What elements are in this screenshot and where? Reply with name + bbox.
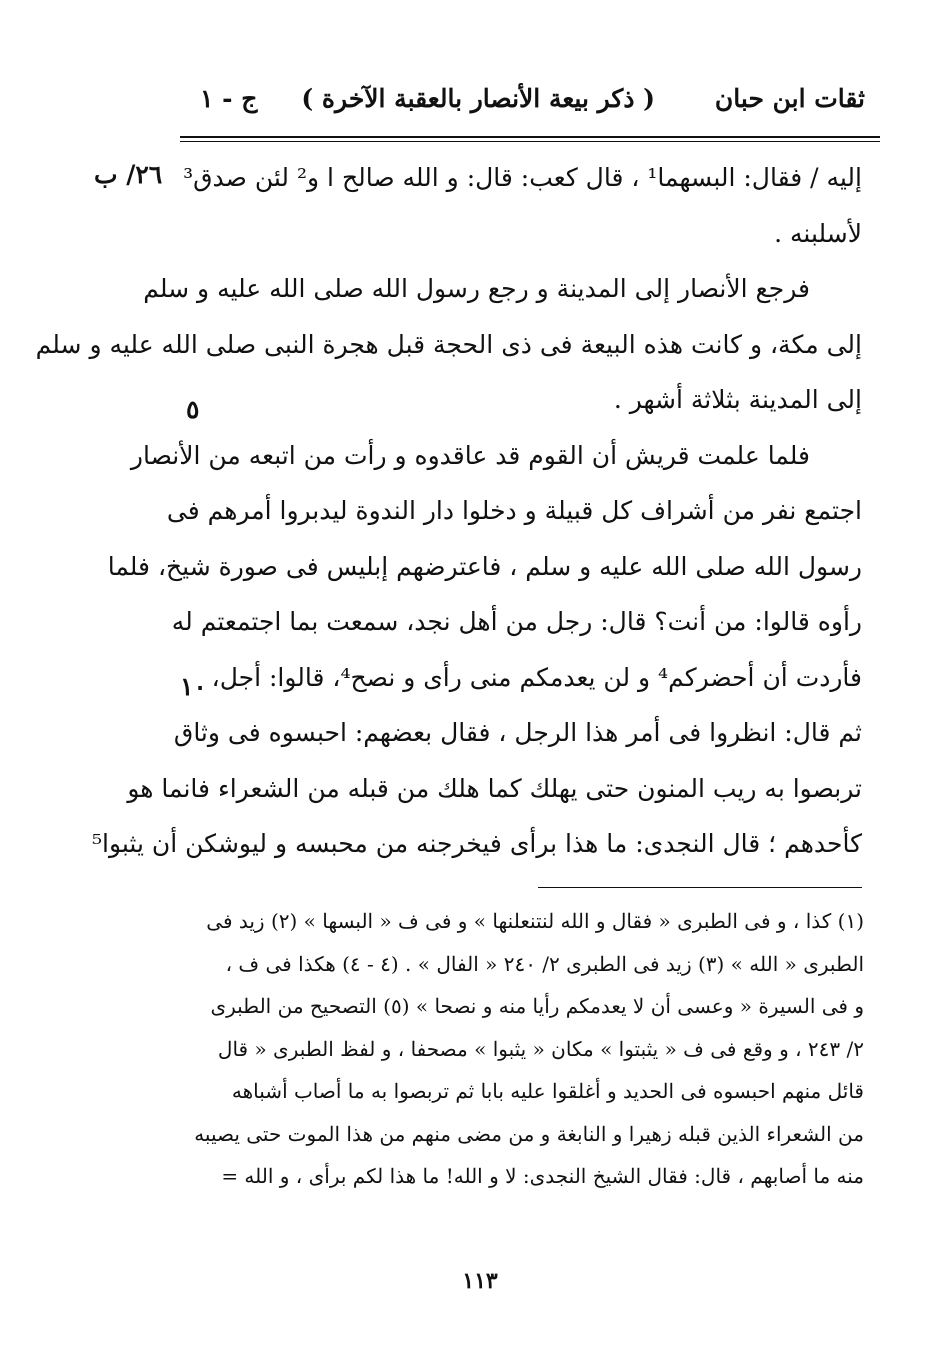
footnote-line: من الشعراء الذين قبله زهيرا و النابغة و من مضى منهم من هذا الموت حتى يصيبه <box>194 1121 864 1146</box>
footnotes <box>194 900 864 1198</box>
body-line: كأحدهم ؛ قال النجدى: ما هذا برأى فيخرجنه من محبسه و ليوشكن أن يثبوا⁵ <box>92 829 862 858</box>
volume-label: ج - ١ <box>200 84 258 113</box>
body-line: إلى مكة، و كانت هذه البيعة فى ذى الحجة قبل هجرة النبى صلى الله عليه و سلم <box>35 329 862 359</box>
header-rule-thin <box>180 141 880 142</box>
footnote-line: قائل منهم احبسوه فى الحديد و أغلقوا عليه بابا ثم تربصوا به ما أصاب أشباهه <box>231 1079 864 1103</box>
book-title: ثقات ابن حبان <box>714 84 865 113</box>
footnote-line: و فى السيرة « وعسى أن لا يعدمكم رأيا منه و نصحا » (٥) التصحيح من الطبرى <box>210 994 864 1018</box>
body-line: رأوه قالوا: من أنت؟ قال: رجل من أهل نجد، سمعت بما اجتمعتم له <box>171 607 862 636</box>
footnote-rule <box>538 887 862 888</box>
footnote-line: ٢/ ٢٤٣ ، و وقع فى ف « يثبتوا » مكان « يثبوا » مصحفا ، و لفظ الطبرى « قال <box>217 1036 864 1061</box>
body-line: تربصوا به ريب المنون حتى يهلك كما هلك من قبله من الشعراء فانما هو <box>127 773 862 803</box>
line-number-5: ٥ <box>186 395 200 424</box>
footnote-line: منه ما أصابهم ، قال: فقال الشيخ النجدى: لا و الله! ما هذا لكم برأى ، و الله = <box>221 1164 864 1188</box>
body-line: ثم قال: انظروا فى أمر هذا الرجل ، فقال بعضهم: احبسوه فى وثاق <box>173 718 862 747</box>
page-number: ١١٣ <box>462 1268 498 1294</box>
footnote-line: (١) كذا ، و فى الطبرى « فقال و الله لنتنعلنها » و فى ف « البسها » (٢) زيد فى <box>206 909 864 933</box>
body-line: إليه / فقال: البسهما¹ ، قال كعب: قال: و الله صالح ا و² لئن صدق³ <box>183 163 862 192</box>
body-line: لأسلبنه . <box>774 218 862 248</box>
body-line: إلى المدينة بثلاثة أشهر . <box>613 385 862 414</box>
body-line: فأردت أن أحضركم⁴ و لن يعدمكم منى رأى و نصح⁴، قالوا: أجل، <box>211 662 862 692</box>
body-line: اجتمع نفر من أشراف كل قبيلة و دخلوا دار الندوة ليدبروا أمرهم فى <box>166 496 862 525</box>
body-line: رسول الله صلى الله عليه و سلم ، فاعترضهم إبليس فى صورة شيخ، فلما <box>107 551 862 581</box>
body-line: فرجع الأنصار إلى المدينة و رجع رسول الله صلى الله عليه و سلم <box>143 274 810 303</box>
body-line: فلما علمت قريش أن القوم قد عاقدوه و رأت من اتبعه من الأنصار <box>130 440 810 470</box>
header-rule <box>180 136 880 138</box>
line-number-10: ١٠ <box>180 672 207 701</box>
folio-marker: ٢٦/ ب <box>94 160 163 189</box>
running-header <box>200 84 865 128</box>
footnote-line: الطبرى « الله » (٣) زيد فى الطبرى ٢/ ٢٤٠ « الفال » . (٤ - ٤) هكذا فى ف ، <box>225 951 864 976</box>
section-title: ( ذكر بيعة الأنصار بالعقبة الآخرة ) <box>301 84 655 113</box>
